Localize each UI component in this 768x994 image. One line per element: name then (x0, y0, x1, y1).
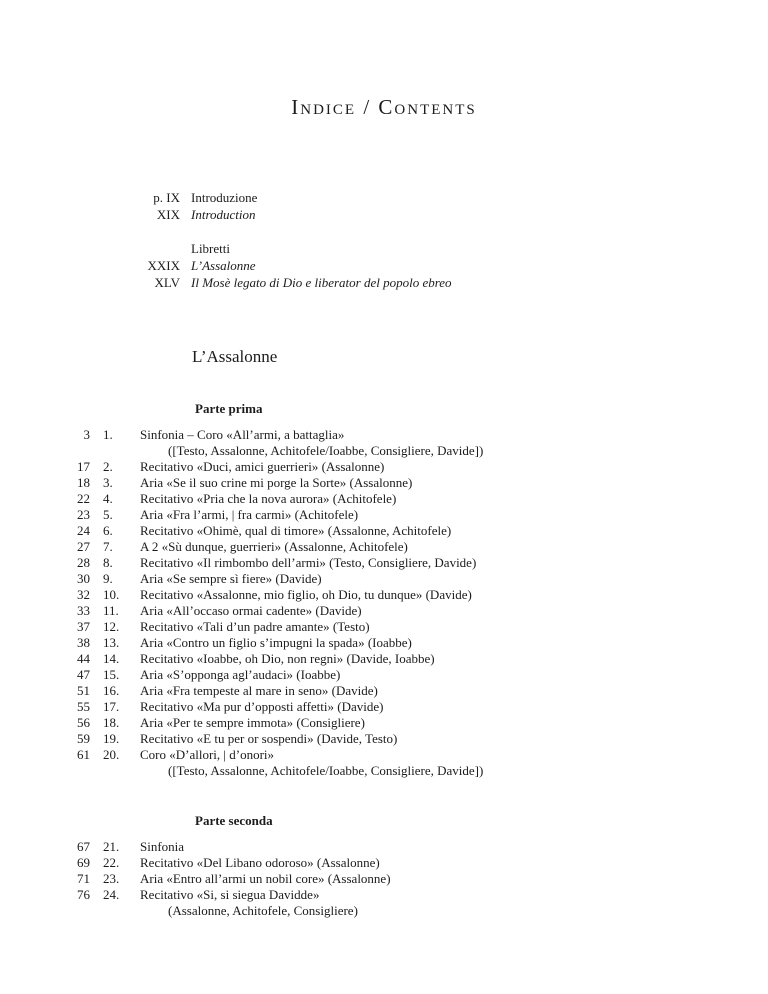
entry-title-line: Sinfonia – Coro «All’armi, a battaglia» (140, 427, 345, 442)
entry-page-number: 23 (77, 507, 90, 522)
entry-number: 16. (103, 683, 120, 698)
entry-row (64, 475, 768, 491)
entry-number: 2. (103, 459, 113, 474)
entry-page-number: 56 (77, 715, 90, 730)
entry-number: 4. (103, 491, 113, 506)
entry-continuation-line: (Assalonne, Achitofele, Consigliere) (168, 903, 358, 918)
entry-title-line: Recitativo «E tu per or sospendi» (Davide, Testo) (140, 731, 398, 746)
entry-title-line: Aria «Se il suo crine mi porge la Sorte» (Assalonne) (140, 475, 413, 490)
entry-title (140, 491, 768, 507)
entry-title (140, 603, 768, 619)
section-heading: Parte prima (195, 401, 263, 416)
entry-title-line: Recitativo «Il rimbombo dell’armi» (Testo, Consigliere, Davide) (140, 555, 477, 570)
entry-number: 17. (103, 699, 120, 714)
entry-title (140, 571, 768, 587)
front-matter-row (130, 206, 768, 223)
front-matter-label: Libretti (191, 241, 230, 256)
entry-page-number: 37 (77, 619, 90, 634)
entry-title-line: Recitativo «Ioabbe, oh Dio, non regni» (Davide, Ioabbe) (140, 651, 435, 666)
entry-title-line: Recitativo «Si, si siegua Davidde» (140, 887, 320, 902)
entry-row (64, 667, 768, 683)
front-matter-row (130, 240, 768, 257)
entry-page-number: 32 (77, 587, 90, 602)
entry-title-line: Recitativo «Ma pur d’opposti affetti» (Davide) (140, 699, 384, 714)
entry-title (140, 555, 768, 571)
entry-page-number: 76 (77, 887, 90, 902)
entry-page-number: 24 (77, 523, 90, 538)
entry-title (140, 427, 768, 459)
entry-number: 19. (103, 731, 120, 746)
entry-row (64, 619, 768, 635)
entry-row (64, 731, 768, 747)
entry-title-line: Aria «Entro all’armi un nobil core» (Assalonne) (140, 871, 391, 886)
entry-row (64, 683, 768, 699)
entry-page-number: 61 (77, 747, 90, 762)
entry-number: 15. (103, 667, 120, 682)
entry-list (64, 427, 768, 779)
entry-title-line: Aria «Contro un figlio s’impugni la spada» (Ioabbe) (140, 635, 412, 650)
entry-title-line: Sinfonia (140, 839, 185, 854)
front-matter-label: Il Mosè legato di Dio e liberator del popolo ebreo (191, 275, 452, 290)
entry-row (64, 635, 768, 651)
entry-title (140, 667, 768, 683)
entry-row (64, 871, 768, 887)
entry-title-line: Coro «D’allori, | d’onori» (140, 747, 275, 762)
page-title: Indice / Contents (291, 95, 477, 119)
entry-title (140, 635, 768, 651)
front-matter-label: Introduction (191, 207, 256, 222)
entry-title-line: A 2 «Sù dunque, guerrieri» (Assalonne, Achitofele) (140, 539, 408, 554)
entry-title-line: Aria «Se sempre sì fiere» (Davide) (140, 571, 322, 586)
entry-row (64, 715, 768, 731)
entry-number: 11. (103, 603, 119, 618)
entry-page-number: 59 (77, 731, 90, 746)
entry-row (64, 571, 768, 587)
entry-page-number: 55 (77, 699, 90, 714)
entry-title-line: Aria «Per te sempre immota» (Consigliere) (140, 715, 365, 730)
entry-number: 20. (103, 747, 120, 762)
entry-row (64, 491, 768, 507)
entry-list (64, 839, 768, 919)
entry-row (64, 587, 768, 603)
front-matter-label: L’Assalonne (191, 258, 256, 273)
entry-title-line: Recitativo «Ohimè, qual di timore» (Assalonne, Achitofele) (140, 523, 452, 538)
entry-title (140, 731, 768, 747)
entry-title (140, 839, 768, 855)
front-matter-page-number (130, 240, 180, 257)
entry-number: 6. (103, 523, 113, 538)
entry-number: 14. (103, 651, 120, 666)
entry-page-number: 3 (83, 427, 90, 442)
entry-page-number: 67 (77, 839, 90, 854)
entry-number: 1. (103, 427, 113, 442)
entry-page-number: 44 (77, 651, 90, 666)
front-matter-page-number: XXIX (147, 258, 180, 273)
section-heading: Parte seconda (195, 813, 273, 828)
entry-page-number: 18 (77, 475, 90, 490)
entry-row (64, 651, 768, 667)
entry-row (64, 523, 768, 539)
entry-title-line: Aria «S’opponga agl’audaci» (Ioabbe) (140, 667, 341, 682)
entry-title (140, 507, 768, 523)
front-matter-page-number: XIX (156, 207, 180, 222)
entry-title-line: Recitativo «Pria che la nova aurora» (Achitofele) (140, 491, 397, 506)
entry-row (64, 887, 768, 919)
entry-title (140, 587, 768, 603)
front-matter-row (130, 257, 768, 274)
entry-title-line: Recitativo «Del Libano odoroso» (Assalonne) (140, 855, 380, 870)
entry-number: 13. (103, 635, 120, 650)
entry-title (140, 539, 768, 555)
front-matter-list (130, 189, 768, 291)
entry-row (64, 427, 768, 459)
entry-number: 23. (103, 871, 120, 886)
entry-page-number: 51 (77, 683, 90, 698)
entry-page-number: 22 (77, 491, 90, 506)
sections (0, 401, 768, 919)
entry-row (64, 507, 768, 523)
entry-title-line: Recitativo «Assalonne, mio figlio, oh Dio, tu dunque» (Davide) (140, 587, 472, 602)
entry-number: 8. (103, 555, 113, 570)
entry-page-number: 38 (77, 635, 90, 650)
entry-title-line: Recitativo «Duci, amici guerrieri» (Assalonne) (140, 459, 385, 474)
entry-row (64, 747, 768, 779)
entry-number: 21. (103, 839, 120, 854)
work-title: L’Assalonne (192, 347, 278, 366)
entry-number: 24. (103, 887, 120, 902)
entry-row (64, 839, 768, 855)
entry-number: 5. (103, 507, 113, 522)
entry-title (140, 475, 768, 491)
entry-number: 7. (103, 539, 113, 554)
front-matter-row (130, 274, 768, 291)
entry-continuation-line: ([Testo, Assalonne, Achitofele/Ioabbe, Consigliere, Davide]) (168, 443, 484, 458)
entry-title (140, 683, 768, 699)
entry-row (64, 555, 768, 571)
entry-page-number: 30 (77, 571, 90, 586)
entry-title (140, 459, 768, 475)
entry-number: 18. (103, 715, 120, 730)
entry-page-number: 47 (77, 667, 90, 682)
entry-title (140, 871, 768, 887)
entry-page-number: 28 (77, 555, 90, 570)
entry-title (140, 699, 768, 715)
entry-page-number: 27 (77, 539, 90, 554)
entry-number: 12. (103, 619, 120, 634)
entry-page-number: 17 (77, 459, 90, 474)
entry-title (140, 715, 768, 731)
entry-title-line: Recitativo «Tali d’un padre amante» (Testo) (140, 619, 370, 634)
entry-title-line: Aria «All’occaso ormai cadente» (Davide) (140, 603, 362, 618)
entry-number: 22. (103, 855, 120, 870)
entry-title (140, 651, 768, 667)
entry-title-line: Aria «Fra tempeste al mare in seno» (Davide) (140, 683, 378, 698)
entry-title (140, 747, 768, 779)
entry-title (140, 619, 768, 635)
entry-row (64, 459, 768, 475)
entry-number: 3. (103, 475, 113, 490)
entry-page-number: 69 (77, 855, 90, 870)
front-matter-row (130, 189, 768, 206)
entry-page-number: 33 (77, 603, 90, 618)
entry-title-line: Aria «Fra l’armi, | fra carmi» (Achitofele) (140, 507, 359, 522)
entry-row (64, 539, 768, 555)
entry-page-number: 71 (77, 871, 90, 886)
entry-row (64, 699, 768, 715)
entry-title (140, 887, 768, 919)
front-matter-label: Introduzione (191, 190, 258, 205)
entry-continuation-line: ([Testo, Assalonne, Achitofele/Ioabbe, Consigliere, Davide]) (168, 763, 484, 778)
entry-row (64, 603, 768, 619)
entry-row (64, 855, 768, 871)
entry-title (140, 855, 768, 871)
entry-number: 9. (103, 571, 113, 586)
front-matter-page-number: XLV (154, 275, 180, 290)
front-matter-page-number: p. IX (153, 190, 180, 205)
entry-number: 10. (103, 587, 120, 602)
entry-title (140, 523, 768, 539)
